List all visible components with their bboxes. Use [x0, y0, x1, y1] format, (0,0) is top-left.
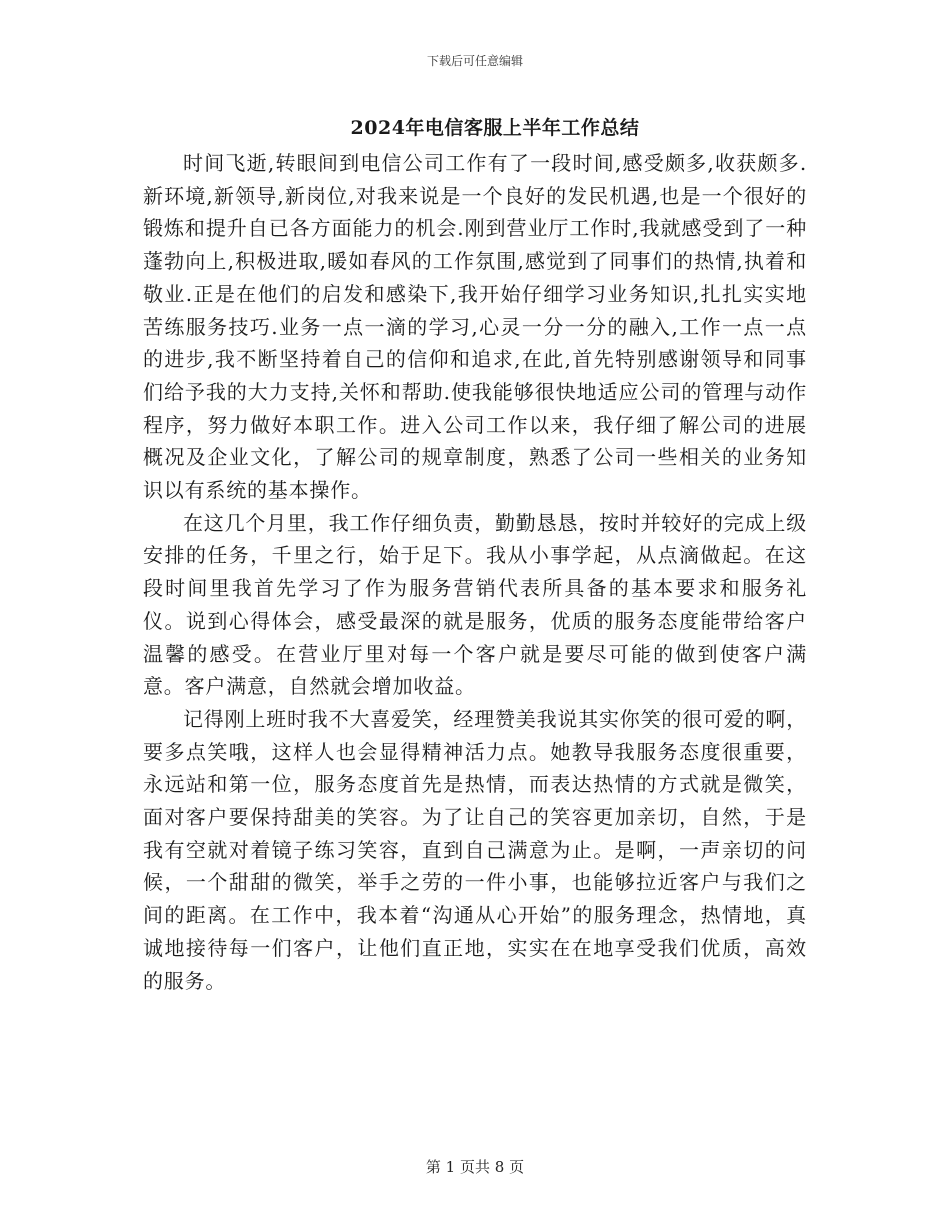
paragraph-2: 在这几个月里，我工作仔细负责，勤勤恳恳，按时并较好的完成上级安排的任务，千里之行，始于足下。我从小事学起，从点滴做起。在这段时间里我首先学习了作为服务营销代表所具备的基本要求和服务礼仪。说到心得体会，感受最深的就是服务，优质的服务态度能带给客户温馨的感受。在营业厅里对每一个客户就是要尽可能的做到使客户满意。客户满意，自然就会增加收益。 — [143, 510, 807, 699]
page-number: 第 1 页共 8 页 — [425, 1158, 525, 1176]
paragraph-3: 记得刚上班时我不大喜爱笑，经理赞美我说其实你笑的很可爱的啊，要多点笑哦，这样人也会显得精神活力点。她教导我服务态度很重要，永远站和第一位，服务态度首先是热情，而表达热情的方式就是微笑，面对客户要保持甜美的笑容。为了让自己的笑容更加亲切，自然，于是我有空就对着镜子练习笑容，直到自己满意为止。是啊，一声亲切的问候，一个甜甜的微笑，举手之劳的一件小事，也能够拉近客户与我们之间的距离。在工作中，我本着“沟通从心开始”的服务理念，热情地，真诚地接待每一们客户，让他们直正地，实实在在地享受我们优质，高效的服务。 — [143, 706, 807, 993]
page-header-note: 下载后可任意编辑 — [426, 54, 523, 68]
document-body — [143, 147, 807, 997]
document-title: 2024年电信客服上半年工作总结 — [350, 117, 640, 139]
paragraph-1: 时间飞逝,转眼间到电信公司工作有了一段时间,感受颇多,收获颇多.新环境,新领导,新岗位,对我来说是一个良好的发民机遇,也是一个很好的锻炼和提升自已各方面能力的机会.刚到营业厅工作时,我就感受到了一种蓬勃向上,积极进取,暖如春风的工作氛围,感觉到了同事们的热情,执着和敬业.正是在他们的启发和感染下,我开始仔细学习业务知识,扎扎实实地苦练服务技巧.业务一点一滴的学习,心灵一分一分的融入,工作一点一点的进步,我不断坚持着自己的信仰和追求,在此,首先特别感谢领导和同事们给予我的大力支持,关怀和帮助.使我能够很快地适应公司的管理与动作程序，努力做好本职工作。进入公司工作以来，我仔细了解公司的进展概况及企业文化，了解公司的规章制度，熟悉了公司一些相关的业务知识以有系统的基本操作。 — [143, 151, 807, 503]
